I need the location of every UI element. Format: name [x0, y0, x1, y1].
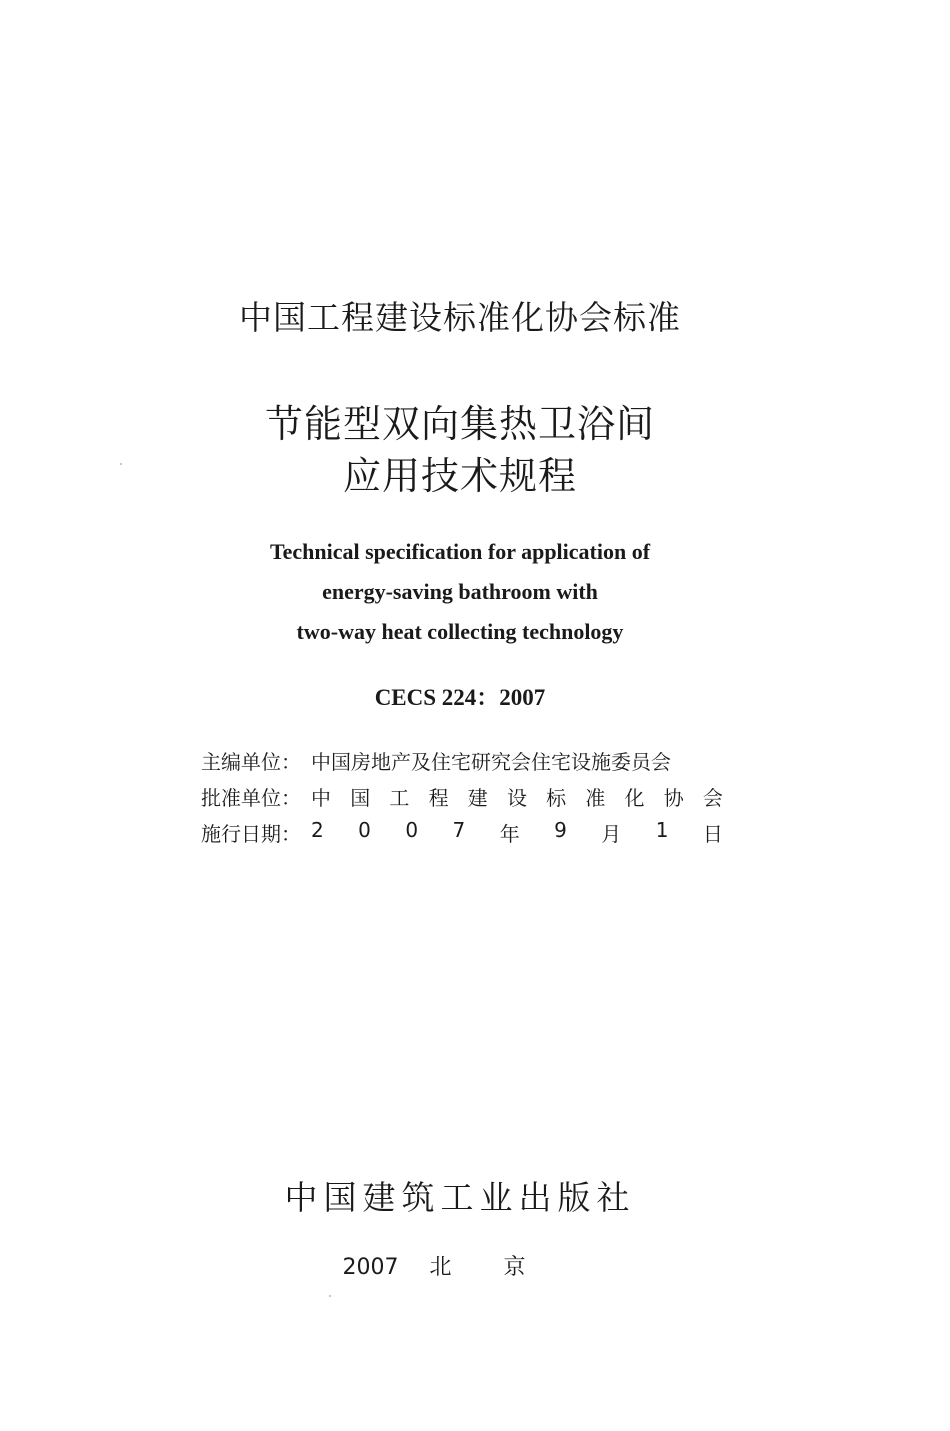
scan-speck [329, 1295, 331, 1297]
approver-value [311, 782, 723, 811]
english-title-line-1: Technical specification for application of [269, 539, 651, 564]
approver-char: 工 [389, 785, 410, 810]
approver-char: 建 [467, 785, 488, 810]
approver-char: 中 [311, 785, 331, 810]
editor-value: 中国房地产及住宅研究会住宅设施委员会 [311, 749, 671, 774]
approver-char: 标 [546, 785, 567, 810]
date-row [201, 817, 723, 847]
english-title-line-2: energy-saving bathroom with [322, 579, 598, 604]
date-char: 0 [405, 817, 419, 842]
date-char: 日 [702, 821, 723, 846]
editor-label: 主编单位： [201, 749, 301, 774]
date-label: 施行日期： [201, 821, 301, 846]
english-title [0, 532, 920, 652]
date-char: 2 [311, 817, 324, 842]
approver-char: 会 [702, 785, 723, 810]
approver-char: 设 [506, 785, 527, 810]
approver-row [201, 781, 723, 811]
date-value [311, 818, 723, 847]
approver-char: 准 [585, 785, 606, 810]
series-title: 中国工程建设标准化协会标准 [239, 298, 681, 337]
editor-row [201, 745, 723, 775]
approver-char: 程 [428, 785, 449, 810]
date-char: 月 [601, 821, 622, 846]
approver-char: 协 [663, 785, 684, 810]
approver-char: 国 [350, 785, 371, 810]
approver-char: 化 [624, 785, 645, 810]
approver-label: 批准单位： [201, 785, 301, 810]
english-title-line-3: two-way heat collecting technology [296, 619, 624, 644]
publisher-name: 中国建筑工业出版社 [284, 1178, 636, 1217]
date-char: 9 [554, 817, 567, 842]
date-char: 1 [655, 817, 669, 842]
imprint [0, 1250, 920, 1281]
date-char: 7 [452, 817, 466, 842]
imprint-city: 北京 [429, 1255, 578, 1280]
date-char: 0 [358, 817, 371, 842]
chinese-title-line-1: 节能型双向集热卫浴间 [264, 402, 655, 446]
imprint-year: 2007 [342, 1255, 399, 1280]
chinese-title-line-2: 应用技术规程 [342, 454, 577, 498]
date-char: 年 [499, 821, 520, 846]
standard-code: CECS 224：2007 [374, 685, 546, 710]
chinese-title [0, 398, 920, 502]
scan-speck [120, 463, 122, 465]
